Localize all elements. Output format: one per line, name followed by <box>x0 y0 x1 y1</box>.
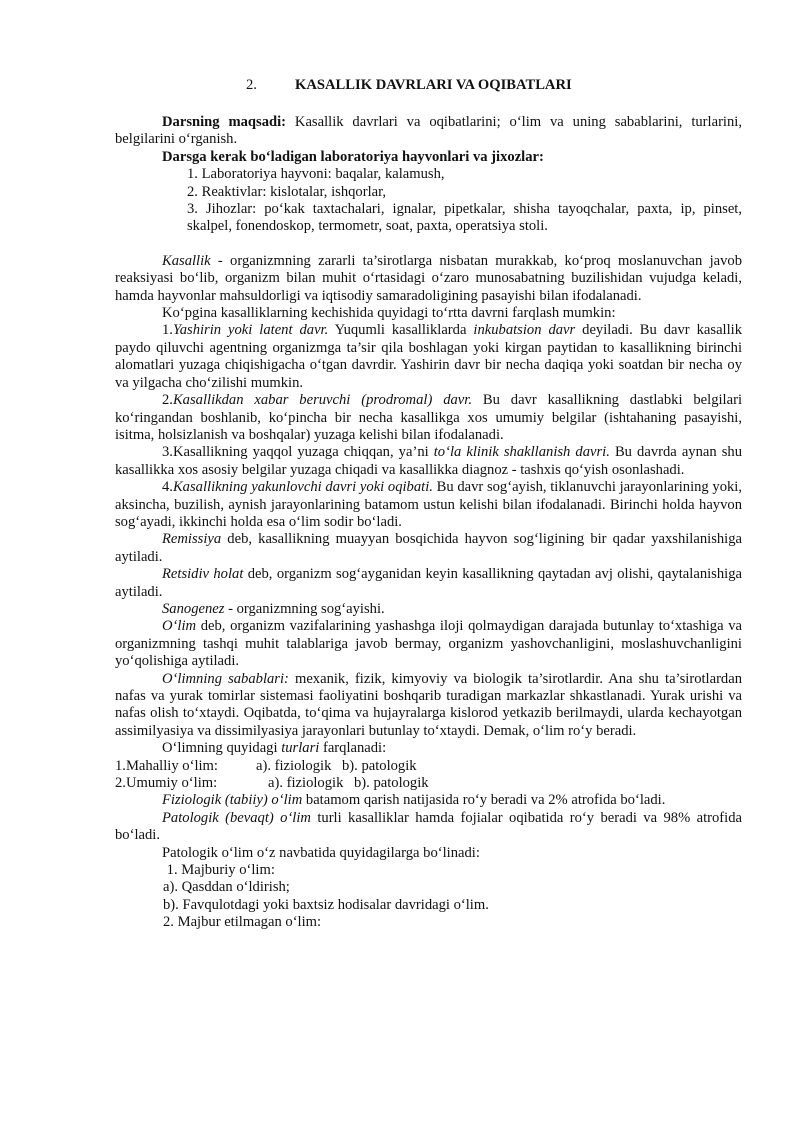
paragraph-patologik-division: Patologik o‘lim o‘z navbatida quyidagilarga bo‘linadi: <box>162 844 480 861</box>
paragraph-olim-turlari: O‘limning quyidagi turlari farqlanadi: <box>162 740 387 757</box>
equipment-item: 2. Reaktivlar: kislotalar, ishqorlar, <box>187 183 387 200</box>
section-number: 2. <box>246 77 257 93</box>
paragraph-period-1: 1.Yashirin yoki latent davr. Yuqumli kasalliklarda inkubatsion davr deyiladi. Bu davr kasallik paydo qiluvchi agentning organizmga ta’sir qila boshlagan yoki kirgan paytidan to kasallikning birinchi alomatlari yuzaga chiqishigacha o‘tgan davrdir. Yashirin davr bir necha daqiqa yoki soatdan bir necha oy va yilgacha cho‘zilishi mumkin. <box>115 322 743 391</box>
paragraph-remissiya: Remissiya deb, kasallikning muayyan bosqichida hayvon sog‘ligining bir qadar yaxshilanishiga aytiladi. <box>115 531 742 565</box>
paragraph-intro: Ko‘pgina kasalliklarning kechishida quyidagi to‘rtta davrni farqlash mumkin: <box>162 305 616 322</box>
paragraph-period-4: 4.Kasallikning yakunlovchi davri yoki oqibati. Bu davr sog‘ayish, tiklanuvchi jarayonlarining yoki, aksincha, buzilish, aynish jarayonlarining batamom ustun kelishi bilan ifodalanadi. Birinchi holda hayvon sog‘ayadi, ikkinchi holda esa o‘lim sodir bo‘ladi. <box>115 479 742 530</box>
type-row: 2.Umumiy o‘lim: a). fiziologik b). patologik <box>115 775 429 792</box>
type-row: 1.Mahalliy o‘lim: a). fiziologik b). patologik <box>115 757 417 774</box>
list-item: 1. Majburiy o‘lim: <box>163 862 275 879</box>
document-page <box>115 76 742 932</box>
equipment-item: 3. Jihozlar: po‘kak taxtachalari, ignalar, pipetkalar, shisha tayoqchalar, paxta, ip, pinset, skalpel, fonendoskop, termometr, soat, paxta, operatsiya stoli. <box>187 201 742 235</box>
paragraph-fiziologik: Fiziologik (tabiiy) o‘lim batamom qarish natijasida ro‘y beradi va 2% atrofida bo‘ladi. <box>162 792 666 809</box>
list-item: b). Favqulotdagi yoki baxtsiz hodisalar davridagi o‘lim. <box>163 896 489 913</box>
equipment-heading: Darsga kerak bo‘ladigan laboratoriya hayvonlari va jixozlar: <box>162 148 544 165</box>
section-heading <box>115 76 742 94</box>
list-item: a). Qasddan o‘ldirish; <box>163 879 290 896</box>
paragraph-retsidiv: Retsidiv holat deb, organizm sog‘ayganidan keyin kasallikning qaytadan avj olishi, qaytalanishiga aytiladi. <box>115 566 742 600</box>
paragraph-kasallik: Kasallik - organizmning zararli ta’sirotlarga nisbatan murakkab, ko‘proq moslanuvchan javob reaksiyasi bo‘lib, organizm bilan muhit o‘rtasidagi o‘zaro munosabatning buzilishidan vujudga keladi, hamda hayvonlar mahsuldorligi va iqtisodiy samaradoligining pasayishi bilan ifodalanadi. <box>115 252 742 304</box>
lesson-goal: Darsning maqsadi: Kasallik davrlari va oqibatlarini; o‘lim va uning sabablarini, turlarini, belgilarini o‘rganish. <box>115 114 742 148</box>
paragraph-olim: O‘lim deb, organizm vazifalarining yashashga iloji qolmaydigan darajada butunlay to‘xtashiga va organizmning tashqi muhit talablariga javob bermay, organizm yashovchanligini, moslashuvchanligini yo‘qolishiga aytiladi. <box>115 618 742 670</box>
section-title: KASALLIK DAVRLARI VA OQIBATLARI <box>295 77 572 93</box>
paragraph-sanogenez: Sanogenez - organizmning sog‘ayishi. <box>162 600 385 617</box>
lesson-goal-label: Darsning maqsadi: <box>162 114 287 130</box>
list-item: 2. Majbur etilmagan o‘lim: <box>163 914 322 931</box>
paragraph-period-2: 2.Kasallikdan xabar beruvchi (prodromal) davr. Bu davr kasallikning dastlabki belgilari ko‘ringandan boshlanib, ko‘pincha bir necha kasallikga xos umumiy belgilar (ishtahaning pasayishi, isitma, holsizlanish va boshqalar) yuzaga kelishi bilan ifodalanadi. <box>115 392 743 443</box>
paragraph-patologik: Patologik (bevaqt) o‘lim turli kasalliklar hamda fojialar oqibatida ro‘y beradi va 98% atrofida bo‘ladi. <box>115 809 742 844</box>
equipment-item: 1. Laboratoriya hayvoni: baqalar, kalamush, <box>187 166 445 183</box>
paragraph-olim-sabablari: O‘limning sabablari: mexanik, fizik, kimyoviy va biologik ta’sirotlardir. Ana shu ta’sirotlardan nafas va yurak tomirlar sistemasi faoliyatini boshqarib turadigan markazlar shkastlanadi. Yurak urishi va nafas olish to‘xtaydi. Oqibatda, to‘qima va hujayralarga kislorod yetkazib berilmaydi, ularda kechayotgan assimilyasiya va dissimilyasiya jarayonlari butunlay to‘xtaydi. Demak, o‘lim ro‘y beradi. <box>115 670 743 739</box>
paragraph-period-3: 3.Kasallikning yaqqol yuzaga chiqqan, ya’ni to‘la klinik shakllanish davri. Bu davrda aynan shu kasallikka xos asosiy belgilar yuzaga chiqadi va kasallikka diagnoz - tashxis qo‘yish osonlashadi. <box>115 444 743 478</box>
